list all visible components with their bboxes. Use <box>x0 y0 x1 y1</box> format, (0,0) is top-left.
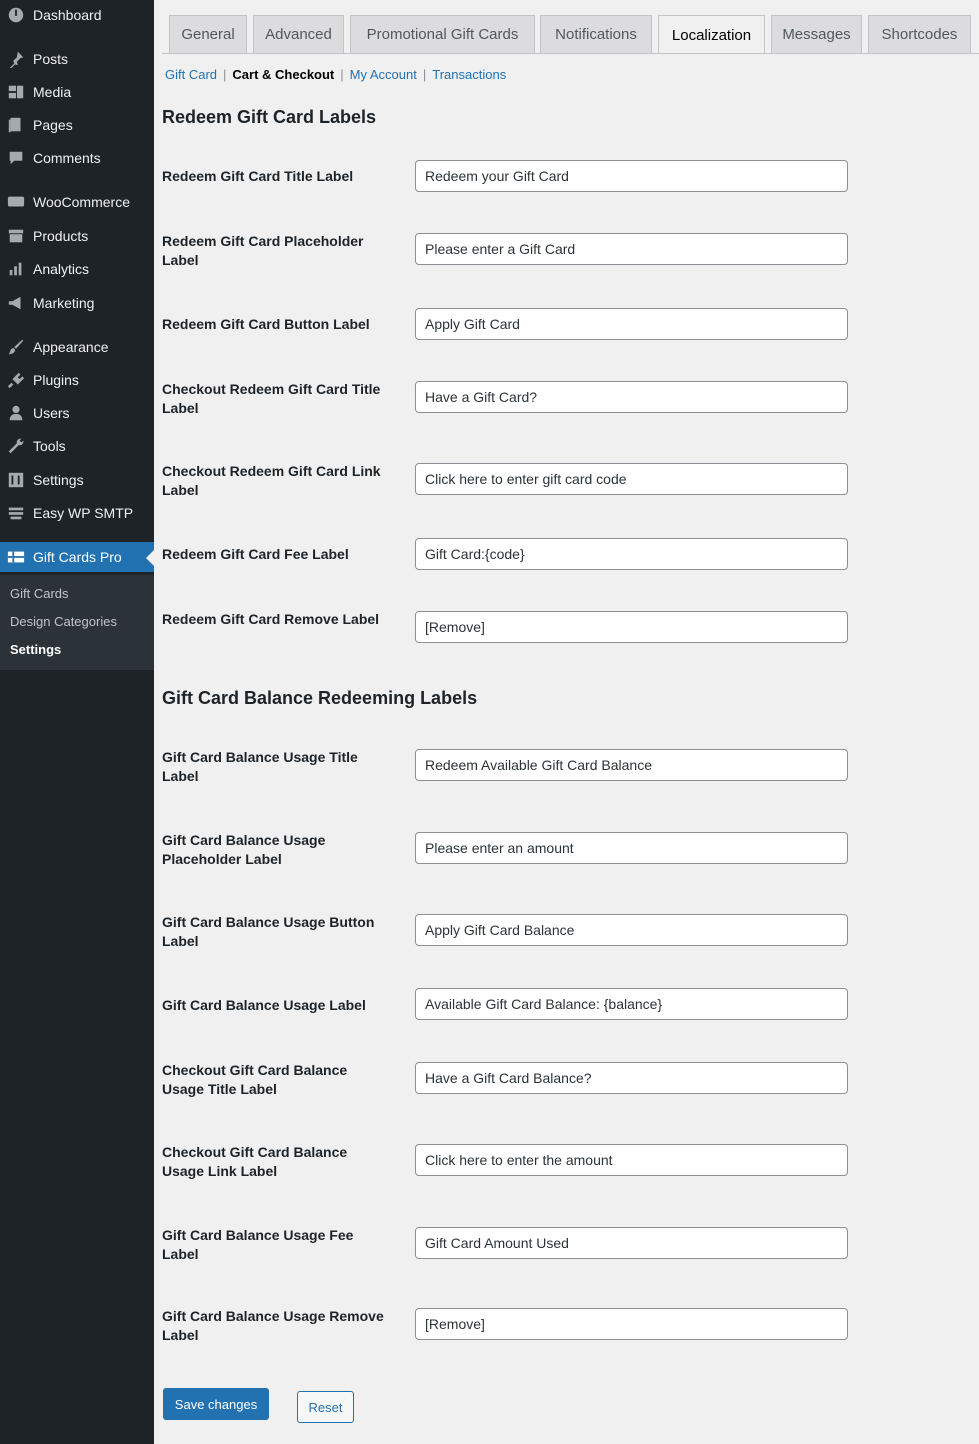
field-label: Gift Card Balance Usage Fee Label <box>162 1227 354 1262</box>
admin-sidebar <box>0 0 154 1444</box>
field-label: Gift Card Balance Usage Title Label <box>162 749 358 784</box>
media-icon <box>6 82 26 102</box>
woo-icon <box>6 192 26 212</box>
balance-button-input[interactable] <box>415 914 848 946</box>
field-label: Checkout Gift Card Balance Usage Link Label <box>162 1144 348 1179</box>
section-title-balance: Gift Card Balance Redeeming Labels <box>162 688 478 708</box>
field-label: Gift Card Balance Usage Button Label <box>162 914 375 949</box>
subnav-transactions[interactable]: Transactions <box>432 67 507 82</box>
checkout-redeem-link-input[interactable] <box>415 463 848 495</box>
menu-label: Settings <box>33 472 84 488</box>
tab-promotional-gift-cards[interactable]: Promotional Gift Cards <box>350 15 535 53</box>
field-label: Redeem Gift Card Fee Label <box>162 546 349 562</box>
menu-label: Appearance <box>33 339 109 355</box>
field-label: Redeem Gift Card Placeholder Label <box>162 233 364 268</box>
menu-gift-cards-pro[interactable] <box>0 542 154 572</box>
comment-icon <box>6 148 26 168</box>
submenu-design-categories[interactable]: Design Categories <box>10 614 117 629</box>
section-title-redeem: Redeem Gift Card Labels <box>162 107 377 127</box>
balance-fee-input[interactable] <box>415 1227 848 1259</box>
menu-label: Posts <box>33 51 69 67</box>
menu-label: Products <box>33 228 89 244</box>
bar-chart-icon <box>6 259 26 279</box>
balance-remove-input[interactable] <box>415 1308 848 1340</box>
submenu-settings[interactable]: Settings <box>10 642 62 657</box>
menu-users[interactable] <box>0 398 154 428</box>
gift-card-icon <box>6 547 26 567</box>
tab-divider <box>162 53 979 54</box>
menu-label: Comments <box>33 150 101 166</box>
menu-dashboard[interactable] <box>0 0 154 30</box>
pages-icon <box>6 115 26 135</box>
menu-tools[interactable] <box>0 431 154 461</box>
balance-placeholder-input[interactable] <box>415 832 848 864</box>
menu-label: Marketing <box>33 295 95 311</box>
settings-sliders-icon <box>6 470 26 490</box>
menu-posts[interactable] <box>0 44 154 74</box>
wrench-icon <box>6 436 26 456</box>
balance-title-input[interactable] <box>415 749 848 781</box>
menu-label: Dashboard <box>33 7 102 23</box>
redeem-remove-input[interactable] <box>415 611 848 643</box>
menu-settings[interactable] <box>0 465 154 495</box>
menu-woocommerce[interactable] <box>0 187 154 217</box>
menu-label: Analytics <box>33 261 90 277</box>
field-label: Checkout Redeem Gift Card Title Label <box>162 381 381 416</box>
menu-label: Media <box>33 84 72 100</box>
sub-navigation: Gift Card | Cart & Checkout | My Account | Transactions <box>165 67 507 82</box>
redeem-title-input[interactable] <box>415 160 848 192</box>
dashboard-icon <box>6 5 26 25</box>
menu-products[interactable] <box>0 221 154 251</box>
redeem-fee-input[interactable] <box>415 538 848 570</box>
brush-icon <box>6 337 26 357</box>
menu-marketing[interactable] <box>0 288 154 318</box>
field-label: Redeem Gift Card Remove Label <box>162 611 380 627</box>
menu-media[interactable] <box>0 77 154 107</box>
menu-label: Users <box>33 405 70 421</box>
menu-pages[interactable] <box>0 110 154 140</box>
field-label: Checkout Gift Card Balance Usage Title Label <box>162 1062 348 1097</box>
menu-appearance[interactable] <box>0 332 154 362</box>
menu-plugins[interactable] <box>0 365 154 395</box>
field-label: Gift Card Balance Usage Label <box>162 997 366 1013</box>
checkout-balance-link-input[interactable] <box>415 1144 848 1176</box>
subnav-my-account[interactable]: My Account <box>349 67 417 82</box>
menu-label: Easy WP SMTP <box>33 505 134 521</box>
field-label: Redeem Gift Card Button Label <box>162 316 370 332</box>
tab-advanced[interactable]: Advanced <box>253 15 344 53</box>
gift-cards-submenu <box>0 575 154 670</box>
subnav-gift-card[interactable]: Gift Card <box>165 67 218 82</box>
pin-icon <box>6 49 26 69</box>
user-icon <box>6 403 26 423</box>
menu-label: Tools <box>33 438 66 454</box>
reset-button[interactable]: Reset <box>297 1391 354 1423</box>
menu-label: Plugins <box>33 372 79 388</box>
redeem-placeholder-input[interactable] <box>415 233 848 265</box>
field-label: Gift Card Balance Usage Placeholder Label <box>162 832 326 867</box>
archive-icon <box>6 226 26 246</box>
save-changes-button[interactable]: Save changes <box>163 1388 269 1420</box>
megaphone-icon <box>6 293 26 313</box>
menu-analytics[interactable] <box>0 254 154 284</box>
subnav-cart-checkout[interactable]: Cart & Checkout <box>232 67 335 82</box>
balance-usage-input[interactable] <box>415 988 848 1020</box>
field-label: Checkout Redeem Gift Card Link Label <box>162 463 381 498</box>
tab-localization[interactable]: Localization <box>658 15 765 54</box>
tab-shortcodes[interactable]: Shortcodes <box>868 15 971 53</box>
submenu-gift-cards[interactable]: Gift Cards <box>10 586 69 601</box>
menu-easy-wp-smtp[interactable] <box>0 498 154 528</box>
menu-comments[interactable] <box>0 143 154 173</box>
menu-label: Gift Cards Pro <box>33 549 122 565</box>
menu-label: WooCommerce <box>33 194 130 210</box>
field-label: Gift Card Balance Usage Remove Label <box>162 1308 384 1343</box>
tab-general[interactable]: General <box>169 15 247 53</box>
field-label: Redeem Gift Card Title Label <box>162 168 354 184</box>
checkout-redeem-title-input[interactable] <box>415 381 848 413</box>
tab-notifications[interactable]: Notifications <box>540 15 652 53</box>
checkout-balance-title-input[interactable] <box>415 1062 848 1094</box>
tab-messages[interactable]: Messages <box>771 15 862 53</box>
mail-icon <box>6 503 26 523</box>
redeem-button-input[interactable] <box>415 308 848 340</box>
plug-icon <box>6 370 26 390</box>
menu-label: Pages <box>33 117 73 133</box>
